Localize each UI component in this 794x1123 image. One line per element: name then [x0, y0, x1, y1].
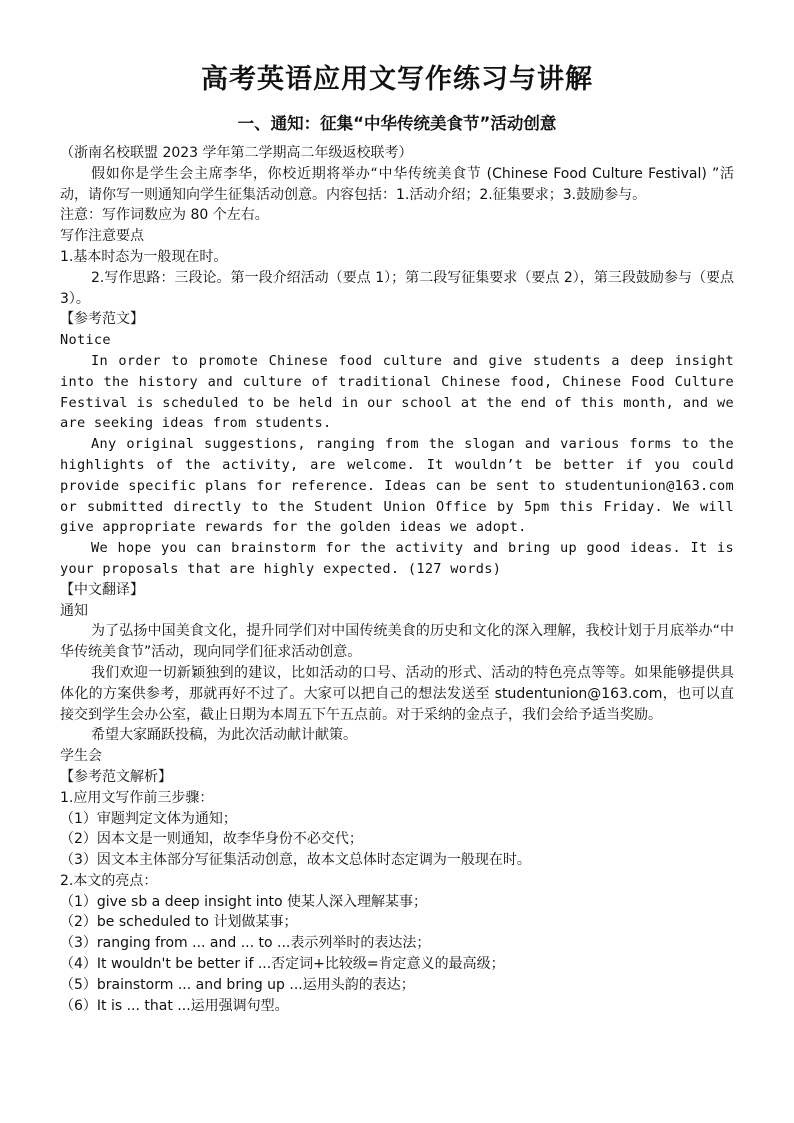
translation-heading: 【中文翻译】	[60, 581, 144, 598]
highlight-item: （4）It wouldn't be better if ...否定词+比较级=肯定意义的最高级；	[60, 956, 505, 973]
writing-notes-heading: 写作注意要点	[60, 228, 144, 245]
model-essay-heading: 【参考范文】	[60, 311, 144, 328]
model-notice-title: Notice	[60, 332, 111, 349]
writing-note-item: 2.写作思路：三段论。第一段介绍活动（要点 1）；第二段写征集要求（要点 2），第三段鼓励参与（要点 3）。	[60, 269, 734, 307]
translation-notice-title: 通知	[60, 602, 88, 619]
translation-paragraph: 希望大家踊跃投稿，为此次活动献计献策。	[91, 727, 357, 744]
word-count-note: 注意：写作词数应为 80 个左右。	[60, 207, 269, 224]
highlight-item: （1）give sb a deep insight into 使某人深入理解某事；	[60, 893, 428, 910]
model-paragraph: In order to promote Chinese food culture and give students a deep insight into the history and culture of traditional Chinese food, Chinese Food Culture Festival is scheduled to be held in our school at the end of this month, and we are seeking ideas from students.	[60, 352, 734, 432]
source-line: （浙南名校联盟 2023 学年第二学期高二年级返校联考）	[60, 145, 413, 161]
writing-note-item: 1.基本时态为一般现在时。	[60, 248, 228, 265]
step-item: （3）因文本主体部分写征集活动创意，故本文总体时态定调为一般现在时。	[60, 852, 531, 869]
model-paragraph: Any original suggestions, ranging from the slogan and various forms to the highlights of the activity, are welcome. It wouldn’t be better if you could provide specific plans for reference. Ideas can be sent to studentunion@163.com or submitted directly to the Student Union Office by 5pm this Friday. We will give appropriate rewards for the golden ideas we adopt.	[60, 436, 734, 536]
document-body	[60, 143, 734, 1016]
page-title: 高考英语应用文写作练习与讲解	[201, 64, 593, 95]
steps-heading: 1.应用文写作前三步骤：	[60, 789, 214, 806]
model-paragraph: We hope you can brainstorm for the activity and bring up good ideas. It is your proposals that are highly expected. (127 words)	[60, 540, 734, 577]
translation-paragraph: 为了弘扬中国美食文化，提升同学们对中国传统美食的历史和文化的深入理解，我校计划于月底举办“中华传统美食节”活动，现向同学们征求活动创意。	[60, 623, 734, 661]
highlight-item: （5）brainstorm ... and bring up ...运用头韵的表达；	[60, 976, 415, 993]
analysis-heading: 【参考范文解析】	[60, 768, 172, 785]
task-prompt: 假如你是学生会主席李华，你校近期将举办“中华传统美食节 (Chinese Food Culture Festival) ”活动，请你写一则通知向学生征集活动创意。内容包括：1.活动介绍；2.征集要求；3.鼓励参与。	[60, 165, 734, 203]
translation-signature: 学生会	[60, 748, 102, 765]
step-item: （1）审题判定文体为通知；	[60, 810, 237, 827]
highlight-item: （2）be scheduled to 计划做某事；	[60, 914, 298, 931]
translation-paragraph: 我们欢迎一切新颖独到的建议，比如活动的口号、活动的形式、活动的特色亮点等等。如果能够提供具体化的方案供参考，那就再好不过了。大家可以把自己的想法发送至 studentunion@163.com，也可以直接交到学生会办公室，截止日期为本周五下午五点前。对于采纳的金点子，我们会给予适当奖励。	[60, 664, 734, 723]
highlights-heading: 2.本文的亮点：	[60, 872, 158, 889]
highlight-item: （6）It is ... that ...运用强调句型。	[60, 997, 289, 1014]
section-title: 一、通知：征集“中华传统美食节”活动创意	[237, 114, 557, 133]
highlight-item: （3）ranging from ... and ... to ...表示列举时的表达法；	[60, 935, 431, 952]
step-item: （2）因本文是一则通知，故李华身份不必交代；	[60, 831, 363, 848]
